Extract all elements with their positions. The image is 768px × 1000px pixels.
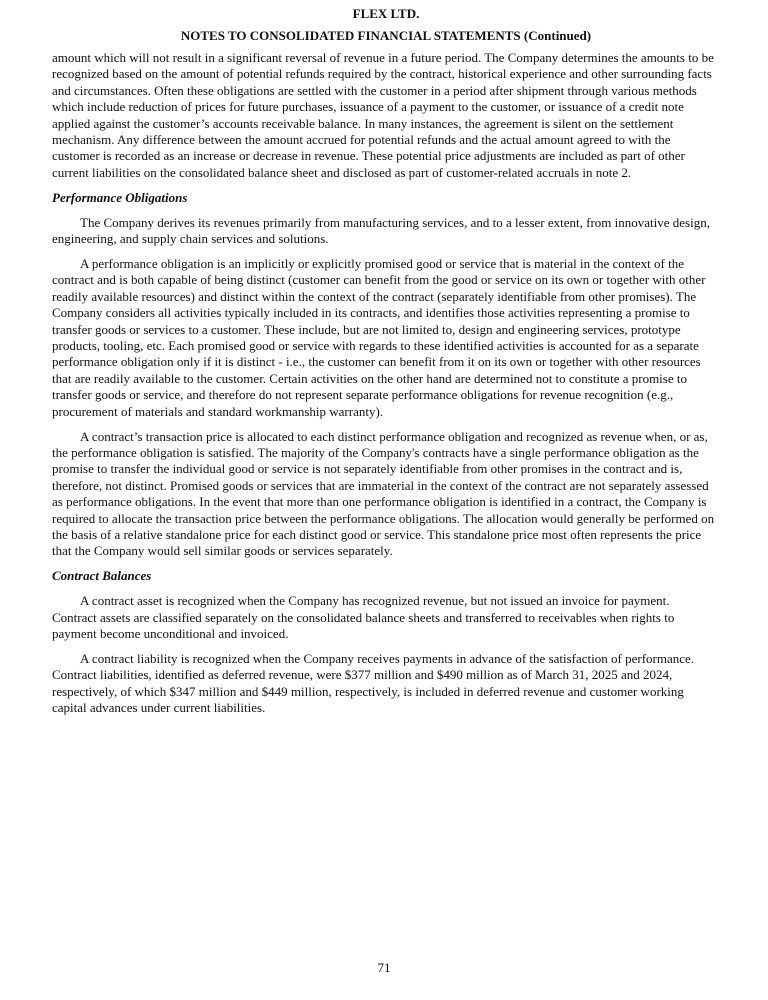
paragraph-contract-asset: [52, 593, 720, 642]
text-line: A contract liability is recognized when the Company receives payments in advance of the satisfaction of performance.: [80, 650, 695, 666]
text-line: Contract liabilities, identified as deferred revenue, were $377 million and $490 million as of March 31, 2025 and 2024,: [52, 667, 673, 683]
text-line: and circumstances. Often these obligations are settled with the customer in a period after shipment through various methods: [52, 82, 697, 98]
text-line: which include reduction of prices for future purchases, issuance of a payment to the customer, or issuance of a credit note: [52, 99, 684, 115]
document-page: [52, 6, 720, 725]
paragraph-revenue-sources: [52, 215, 720, 248]
page-number: 71: [377, 960, 391, 975]
text-line: The Company derives its revenues primarily from manufacturing services, and to a lesser extent, from innovative design,: [80, 214, 710, 230]
text-line: A contract’s transaction price is allocated to each distinct performance obligation and recognized as revenue when, or as,: [80, 428, 708, 444]
paragraph-transaction-price: [52, 429, 720, 560]
text-line: transfer goods or service, and therefore do not represent separate performance obligations for revenue recognition (e.g.,: [52, 387, 674, 403]
text-line: procurement of materials and standard workmanship warranty).: [52, 403, 384, 419]
text-line: performance obligation only if it is distinct - i.e., the customer can benefit from it on its own or together with other resources: [52, 354, 701, 370]
text-line: mechanism. Any difference between the amount accrued for potential refunds and the actual amount agreed to with the: [52, 132, 671, 148]
page-subtitle: NOTES TO CONSOLIDATED FINANCIAL STATEMENTS (Continued): [180, 28, 592, 43]
text-line: promise to transfer the individual good or service is not separately identifiable from other promises in the contract and is,: [52, 461, 683, 477]
text-line: A contract asset is recognized when the Company has recognized revenue, but not issued an invoice for payment.: [80, 593, 670, 609]
heading-contract-balances: Contract Balances: [52, 568, 152, 584]
text-line: engineering, and supply chain services and solutions.: [52, 231, 329, 247]
text-line: Contract assets are classified separately on the consolidated balance sheets and transferred to receivables when rights to: [52, 609, 675, 625]
text-line: amount which will not result in a significant reversal of revenue in a future period. The Company determines the amounts to be: [52, 50, 714, 65]
text-line: required to allocate the transaction price between the performance obligations. The allocation would generally be performed on: [52, 510, 715, 526]
paragraph-refunds: [52, 50, 720, 181]
text-line: contract and is both capable of being distinct (customer can benefit from the good or service on its own or together with other: [52, 272, 706, 288]
text-line: payment become unconditional and invoiced.: [52, 626, 289, 641]
text-line: products, tooling, etc. Each promised good or service with regards to these identified activities is accounted for as a separate: [52, 338, 699, 353]
company-name: FLEX LTD.: [352, 6, 420, 21]
text-line: therefore, not distinct. Promised goods or services that are immaterial in the context of the contract are not separately assessed: [52, 477, 709, 493]
text-line: as performance obligations. In the event that more than one performance obligation is identified in a contract, the Company is: [52, 494, 707, 510]
text-line: customer is recorded as an increase or decrease in revenue. These potential price adjustments are included as part of other: [52, 148, 685, 164]
paragraph-performance-obligation-definition: [52, 256, 720, 420]
text-line: applied against the customer’s accounts receivable balance. In many instances, the agreement is silent on the settlement: [52, 115, 674, 131]
text-line: capital advances under current liabilities.: [52, 700, 266, 716]
text-line: Company considers all activities typically included in its contracts, and identifies those activities representing a promise to: [52, 305, 690, 321]
heading-performance-obligations: Performance Obligations: [52, 189, 188, 205]
text-line: the performance obligation is satisfied. The majority of the Company's contracts have a single performance obligation as the: [52, 444, 699, 460]
text-line: current liabilities on the consolidated balance sheet and disclosed as part of customer-related accruals in note 2.: [52, 164, 632, 180]
text-line: readily available resources) and distinct within the context of the contract (separately identifiable from other promises). The: [52, 288, 697, 304]
text-line: that the Company would sell similar goods or services separately.: [52, 543, 393, 559]
paragraph-contract-liability: [52, 651, 720, 717]
text-line: the basis of a relative standalone price for each distinct good or service. This standalone price most often represents the price: [52, 526, 702, 542]
text-line: transfer goods or services to a customer. These include, but are not limited to, design and engineering services, prototype: [52, 321, 681, 337]
text-line: that are readily available to the customer. Certain activities on the other hand are determined not to constitute a promise to: [52, 370, 687, 386]
text-line: recognized based on the amount of potential refunds required by the contract, historical experience and other surrounding facts: [52, 66, 712, 82]
text-line: A performance obligation is an implicitly or explicitly promised good or service that is material in the context of the: [80, 255, 684, 271]
text-line: respectively, of which $347 million and $449 million, respectively, is included in deferred revenue and customer working: [52, 683, 684, 699]
